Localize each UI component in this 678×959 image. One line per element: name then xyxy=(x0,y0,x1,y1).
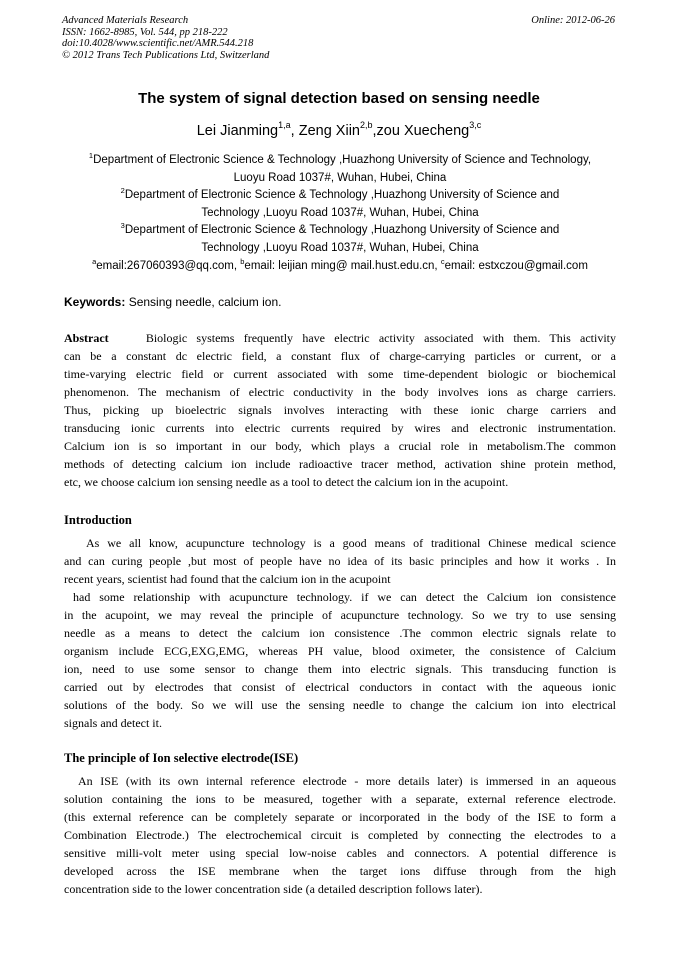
abstract-label: Abstract xyxy=(64,331,109,345)
introduction-line: had some relationship with acupuncture technology. if we can detect the Calcium ion consistence xyxy=(73,590,616,604)
ise-line: developed across the ISE membrane when the target ions diffuse through from the high xyxy=(64,864,616,878)
author-superscript: 2,b xyxy=(359,120,373,131)
keywords-text: Sensing needle, calcium ion. xyxy=(125,295,282,309)
ise-paragraph xyxy=(64,772,616,898)
doi-line: doi:10.4028/www.scientific.net/AMR.544.218 xyxy=(62,38,254,49)
introduction-paragraph xyxy=(64,534,616,732)
email-superscript: b xyxy=(240,256,245,266)
abstract-paragraph xyxy=(64,329,616,491)
abstract-line: time-varying electric field or current associated with some time-dependent biologic or biochemical xyxy=(64,367,616,381)
abstract-line: methods of detecting calcium ion include radioactive tracer method, activation shine protein method, xyxy=(64,457,616,471)
affiliation-line xyxy=(60,152,620,170)
introduction-line: in the acupoint, we may reveal the principle of acupuncture technology. So we try to use sensing xyxy=(64,608,616,622)
ise-line: sensitive milli-volt meter using special low-noise cables and connectors. A potential difference is xyxy=(64,846,616,860)
introduction-line: As we all know, acupuncture technology is a good means of traditional Chinese medical science xyxy=(86,536,616,550)
ise-line: An ISE (with its own internal reference electrode - more details later) is immersed in an aqueous xyxy=(78,774,616,788)
affiliation-superscript: 3 xyxy=(120,221,125,231)
affiliation-superscript: 2 xyxy=(120,186,125,196)
author-name: Zeng Xiin xyxy=(298,123,360,139)
author-separator: , xyxy=(372,123,377,139)
introduction-heading: Introduction xyxy=(64,513,132,527)
affiliation-line: Luoyu Road 1037#, Wuhan, Hubei, China xyxy=(233,171,447,184)
abstract-line: etc, we choose calcium ion sensing needle as a tool to detect the calcium ion in the acupoint. xyxy=(64,475,509,489)
online-date: Online: 2012-06-26 xyxy=(531,15,615,26)
introduction-line: organism include ECG,EXG,EMG, whereas PH value, blood oximeter, the consistence of Calcium xyxy=(64,644,616,658)
introduction-line: and can curing people ,but most of people have no idea of its basic principles and how it works . In xyxy=(64,554,616,568)
ise-line: (this external reference can be completely separate or incorporated in the body of the ISE to form a xyxy=(64,810,616,824)
abstract-text: Biologic systems frequently have electric activity associated with them. This activity xyxy=(145,331,617,345)
author-list xyxy=(0,121,678,141)
introduction-line: ion, need to use some sensor to change them into electric signals. This transducing function is xyxy=(64,662,616,676)
journal-name: Advanced Materials Research xyxy=(62,15,189,26)
affiliation-text: Department of Electronic Science & Technology ,Huazhong University of Science and xyxy=(124,224,560,237)
email-superscript: a xyxy=(92,256,97,266)
introduction-line: needle as a means to detect the calcium ion consistence .The common electric signals relate to xyxy=(64,626,616,640)
keywords-label: Keywords: xyxy=(64,295,126,309)
introduction-line: recent years, scientist had found that the calcium ion in the acupoint xyxy=(64,572,391,586)
abstract-line xyxy=(64,329,616,347)
ise-heading: The principle of Ion selective electrode(ISE) xyxy=(64,751,299,765)
introduction-line: signals and detect it. xyxy=(64,716,162,730)
email-address: email: leijian ming@ mail.hust.edu.cn, xyxy=(244,259,441,272)
abstract-line: can be a constant dc electric field, a constant flux of charge-carrying particles or current, or a xyxy=(64,349,616,363)
paper-title: The system of signal detection based on sensing needle xyxy=(138,90,540,107)
abstract-line: Thus, picking up bioelectric signals involves interacting with these ionic charge carriers and xyxy=(64,403,616,417)
email-address: email: estxczou@gmail.com xyxy=(444,259,588,272)
author-name: zou Xuecheng xyxy=(376,123,470,139)
author-superscript: 3,c xyxy=(469,120,482,131)
affiliation-line: Technology ,Luoyu Road 1037#, Wuhan, Hubei, China xyxy=(201,241,479,254)
introduction-line: solutions of the body. So we will use the sensing needle to change the calcium ion into electrical xyxy=(64,698,616,712)
author-superscript: 1,a xyxy=(278,120,291,131)
affiliation-text: Department of Electronic Science & Technology ,Huazhong University of Science and Technology, xyxy=(93,154,592,166)
affiliation-line xyxy=(60,222,620,240)
affiliation-line xyxy=(60,187,620,205)
abstract-line: phenomenon. The mechanism of electric conductivity in the body involves ions as charge carriers. xyxy=(64,385,616,399)
ise-line: concentration side to the lower concentration side (a detailed description follows later). xyxy=(64,882,483,896)
journal-metadata xyxy=(62,15,269,61)
keywords xyxy=(64,294,281,310)
email-line xyxy=(60,258,620,276)
introduction-line: carried out by electrodes that consist of electrical conductors in contact with the aqueous ionic xyxy=(64,680,616,694)
affiliations xyxy=(60,152,620,275)
author-separator: , xyxy=(290,123,299,139)
affiliation-line: Technology ,Luoyu Road 1037#, Wuhan, Hubei, China xyxy=(201,206,479,219)
email-address: email:267060393@qq.com, xyxy=(96,259,241,272)
ise-line: solution containing the ions to be measured, together with a separate, external reference electrode. xyxy=(64,792,616,806)
copyright-line: © 2012 Trans Tech Publications Ltd, Switzerland xyxy=(62,49,270,61)
issn-line: ISSN: 1662-8985, Vol. 544, pp 218-222 xyxy=(62,26,228,38)
affiliation-superscript: 1 xyxy=(88,151,94,161)
author-name: Lei Jianming xyxy=(196,123,279,139)
ise-line: Combination Electrode.) The electrochemical circuit is completed by connecting the electrodes to a xyxy=(64,828,616,842)
abstract-line: transducing ionic currents into electric currents required by wires and electronic instrumentation. xyxy=(64,421,616,435)
affiliation-text: Department of Electronic Science & Technology ,Huazhong University of Science and xyxy=(124,189,560,202)
abstract-line: Calcium ion is so important in our body, which plays a crucial role in metabolism.The common xyxy=(64,439,616,453)
email-superscript: c xyxy=(440,256,445,266)
